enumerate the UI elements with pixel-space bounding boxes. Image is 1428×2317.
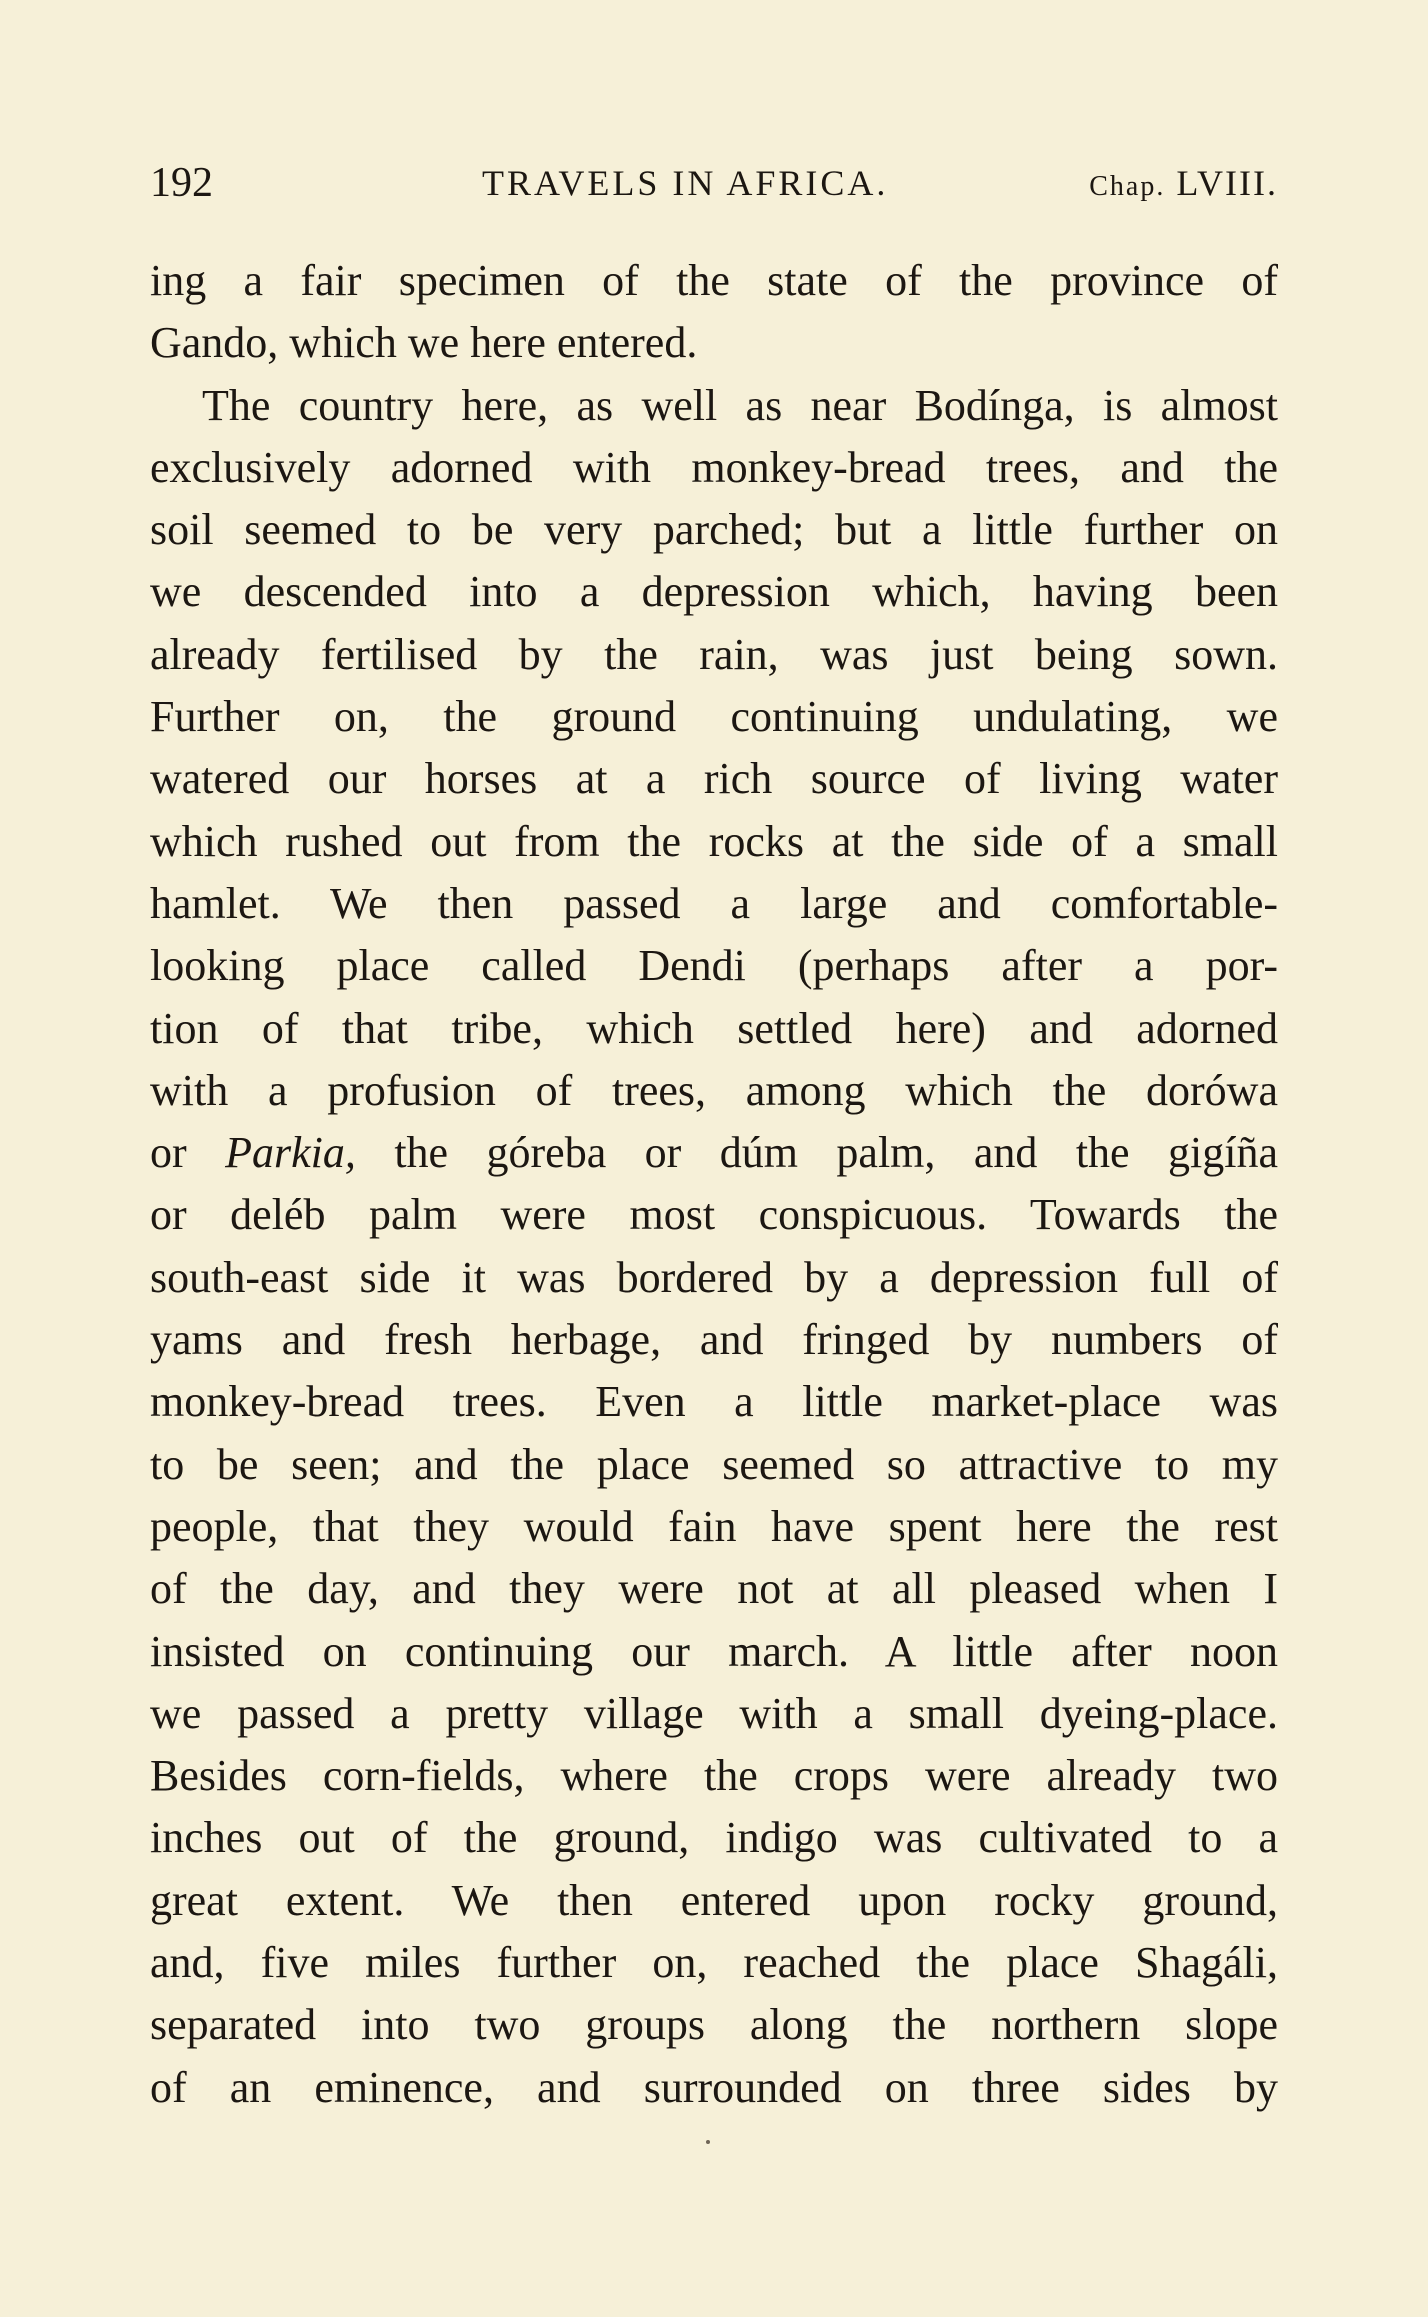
text-line: watered our horses at a rich source of living water xyxy=(150,754,1278,804)
text-line: people, that they would fain have spent here the rest xyxy=(150,1501,1278,1551)
text-line: Besides corn-fields, where the crops were already two xyxy=(150,1751,1278,1801)
text-line: separated into two groups along the northern slope xyxy=(150,2000,1278,2050)
text-line-with-italic xyxy=(150,1122,1278,1184)
text-line: which rushed out from the rocks at the side of a small xyxy=(150,816,1278,866)
text-line: exclusively adorned with monkey-bread trees, and the xyxy=(150,442,1278,492)
line-text-before: or xyxy=(150,1128,226,1178)
text-line: Further on, the ground continuing undulating, we xyxy=(150,692,1278,742)
text-line: of an eminence, and surrounded on three sides by xyxy=(150,2062,1278,2112)
text-line: inches out of the ground, indigo was cultivated to a xyxy=(150,1813,1278,1863)
text-line: The country here, as well as near Bodínga, is almost xyxy=(202,380,1278,430)
text-line: of the day, and they were not at all pleased when I xyxy=(150,1564,1278,1614)
text-line: soil seemed to be very parched; but a little further on xyxy=(150,505,1278,555)
chapter-label: Chap. xyxy=(1089,171,1166,202)
text-line: we passed a pretty village with a small dyeing-place. xyxy=(150,1688,1278,1738)
text-line: or deléb palm were most conspicuous. Towards the xyxy=(150,1190,1278,1240)
chapter-number: LVIII. xyxy=(1176,163,1278,203)
printer-mark xyxy=(706,2140,710,2144)
text-line: monkey-bread trees. Even a little market-place was xyxy=(150,1377,1278,1427)
page-number: 192 xyxy=(150,160,213,206)
text-line: with a profusion of trees, among which the dorówa xyxy=(150,1065,1278,1115)
body-text xyxy=(150,250,1278,2119)
text-line: to be seen; and the place seemed so attractive to my xyxy=(150,1439,1278,1489)
running-title: TRAVELS IN AFRICA. xyxy=(482,163,889,203)
text-line: Gando, which we here entered. xyxy=(150,318,698,368)
text-line: we descended into a depression which, having been xyxy=(150,567,1278,617)
page-header xyxy=(150,158,1278,208)
chapter-reference xyxy=(1089,158,1278,212)
text-line: hamlet. We then passed a large and comfortable- xyxy=(150,878,1278,928)
text-line: tion of that tribe, which settled here) and adorned xyxy=(150,1003,1278,1053)
text-line: great extent. We then entered upon rocky ground, xyxy=(150,1875,1278,1925)
italic-term: Parkia, xyxy=(225,1128,356,1178)
text-line: yams and fresh herbage, and fringed by numbers of xyxy=(150,1315,1278,1365)
line-text-after: the góreba or dúm palm, and the gigíña xyxy=(355,1128,1278,1178)
text-line: ing a fair specimen of the state of the province of xyxy=(150,256,1278,305)
text-line: looking place called Dendi (perhaps after a por- xyxy=(150,941,1278,991)
text-line: south-east side it was bordered by a depression full of xyxy=(150,1252,1278,1302)
text-line: insisted on continuing our march. A little after noon xyxy=(150,1626,1278,1676)
text-line: and, five miles further on, reached the place Shagáli, xyxy=(150,1938,1278,1988)
text-line: already fertilised by the rain, was just being sown. xyxy=(150,629,1278,679)
